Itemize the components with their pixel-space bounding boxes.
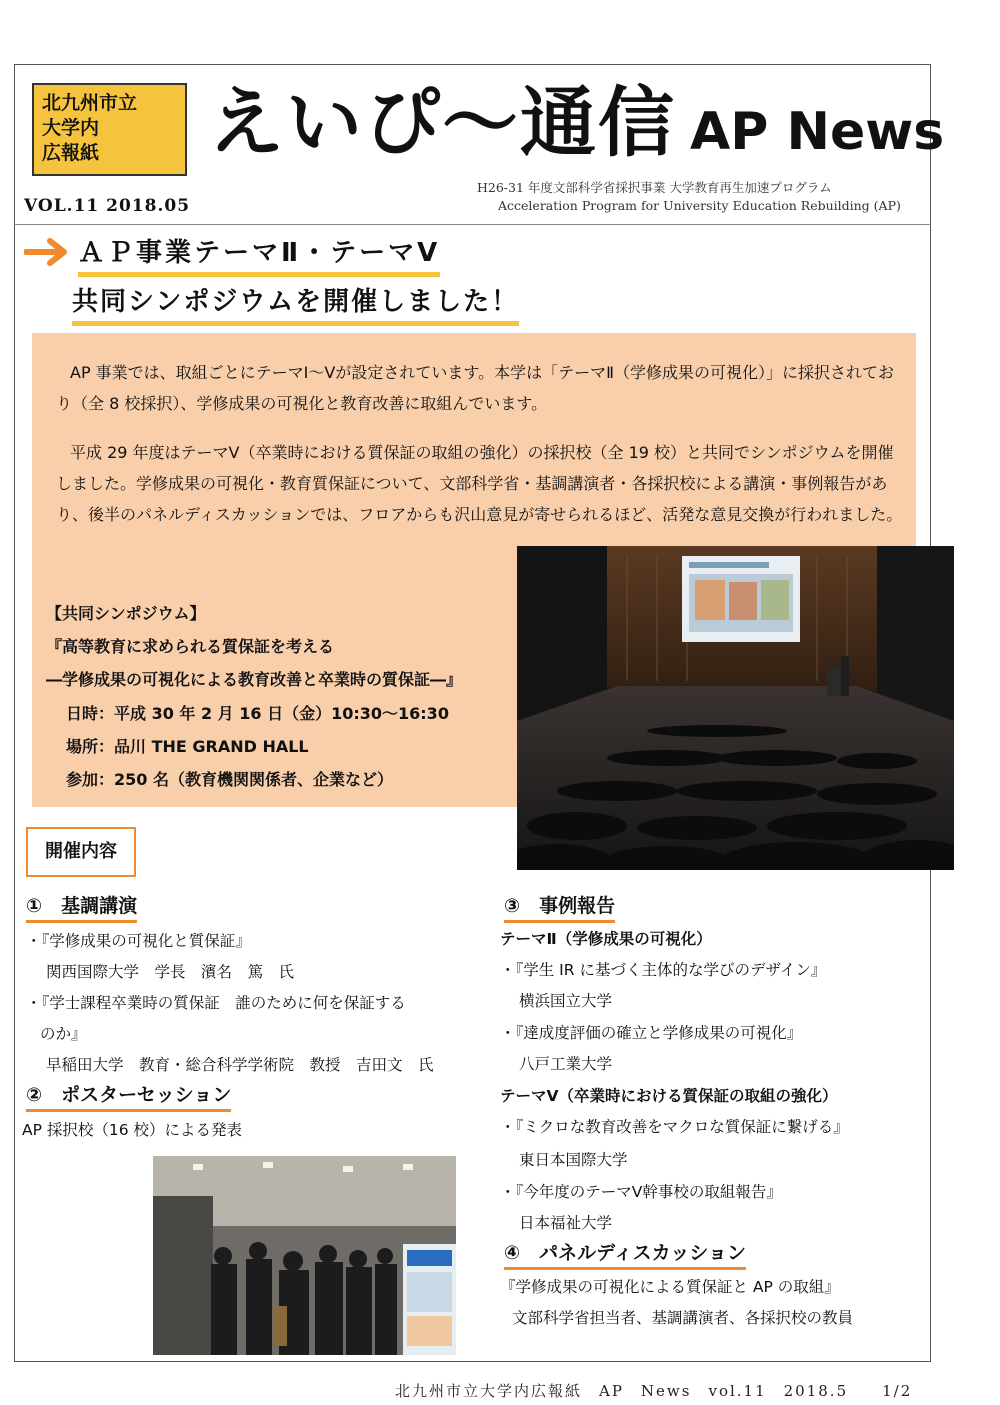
case-report-4: ・『今年度のテーマⅤ幹事校の取組報告』 (500, 1183, 782, 1201)
keynote-speaker-2: 早稲田大学 教育・総合科学学術院 教授 吉田文 氏 (46, 1056, 434, 1074)
symposium-attendance: 参加：250 名（教育機関関係者、企業など） (66, 770, 393, 789)
case-theme-2: テーマⅡ（学修成果の可視化） (500, 930, 712, 948)
keynote-heading: ① 基調講演 (26, 893, 137, 923)
newsletter-title-english: AP News (690, 102, 945, 162)
auditorium-photo (517, 546, 954, 870)
intro-paragraph-2: 平成 29 年度はテーマⅤ（卒業時における質保証の取組の強化）の採択校（全 19 校）と共同でシンポジウムを開催しました。学修成果の可視化・教育質保証について、文部科学省・基調講演者・各採択校による講演・事例報告があり、後半のパネルディスカッションでは、フロアからも沢山意見が寄せられるほど、活発な意見交換が行われました。 (56, 443, 903, 524)
badge-line-2: 大学内 (42, 117, 100, 139)
case-report-1: ・『学生 IR に基づく主体的な学びのデザイン』 (500, 961, 827, 979)
keynote-talk-2: ・『学士課程卒業時の質保証 誰のために何を保証する (26, 994, 406, 1012)
case-report-1-school: 横浜国立大学 (519, 992, 613, 1010)
badge-line-1: 北九州市立 (42, 92, 138, 114)
poster-session-heading: ② ポスターセッション (26, 1082, 231, 1112)
publisher-badge (32, 83, 187, 176)
case-report-4-school: 日本福祉大学 (519, 1214, 613, 1232)
case-theme-5: テーマⅤ（卒業時における質保証の取組の強化） (500, 1087, 838, 1105)
case-report-2-school: 八戸工業大学 (519, 1055, 613, 1073)
symposium-place: 場所：品川 THE GRAND HALL (66, 737, 309, 756)
panel-discussion-title: 『学修成果の可視化による質保証と AP の取組』 (500, 1278, 840, 1296)
keynote-speaker-1: 関西国際大学 学長 濱名 篤 氏 (46, 963, 295, 981)
headline-line-2: 共同シンポジウムを開催しました！ (72, 285, 519, 326)
symposium-date: 日時：平成 30 年 2 月 16 日（金）10:30～16:30 (66, 704, 449, 723)
panel-discussion-heading: ④ パネルディスカッション (504, 1240, 746, 1270)
badge-line-3: 広報紙 (42, 142, 100, 164)
symposium-title-2: ―学修成果の可視化による教育改善と卒業時の質保証―』 (46, 670, 463, 689)
page-footer: 北九州市立大学内広報紙 AP News vol.11 2018.5 1/2 (395, 1382, 913, 1400)
program-heading: 開催内容 (26, 827, 136, 877)
case-report-2: ・『達成度評価の確立と学修成果の可視化』 (500, 1024, 803, 1042)
program-subtitle-en: Acceleration Program for University Education Rebuilding (AP) (498, 198, 901, 213)
arrow-right-icon (24, 238, 72, 266)
panel-discussion-members: 文部科学省担当者、基調講演者、各採択校の教員 (512, 1309, 854, 1327)
case-report-3: ・『ミクロな教育改善をマクロな質保証に繋げる』 (500, 1118, 849, 1136)
newsletter-title: えいぴ～通信 (208, 78, 676, 167)
symposium-label: 【共同シンポジウム】 (46, 604, 206, 623)
case-report-3-school: 東日本国際大学 (519, 1151, 628, 1169)
intro-paragraph-1: AP 事業では、取組ごとにテーマⅠ～Ⅴが設定されています。本学は「テーマⅡ（学修成果の可視化）」に採択されており（全 8 校採択）、学修成果の可視化と教育改善に取組んでいます。 (56, 363, 894, 413)
header-divider (14, 224, 931, 225)
headline-line-1: ＡＰ事業テーマⅡ・テーマⅤ (78, 236, 440, 277)
poster-session-text: AP 採択校（16 校）による発表 (22, 1121, 243, 1139)
program-subtitle-jp: H26-31 年度文部科学省採択事業 大学教育再生加速プログラム (477, 180, 832, 195)
poster-session-photo (153, 1156, 456, 1355)
volume-label: VOL.11 2018.05 (24, 196, 191, 216)
keynote-talk-2-cont: のか』 (40, 1025, 87, 1043)
keynote-talk-1: ・『学修成果の可視化と質保証』 (26, 932, 251, 950)
symposium-title-1: 『高等教育に求められる質保証を考える (46, 637, 335, 656)
case-report-heading: ③ 事例報告 (504, 893, 615, 923)
